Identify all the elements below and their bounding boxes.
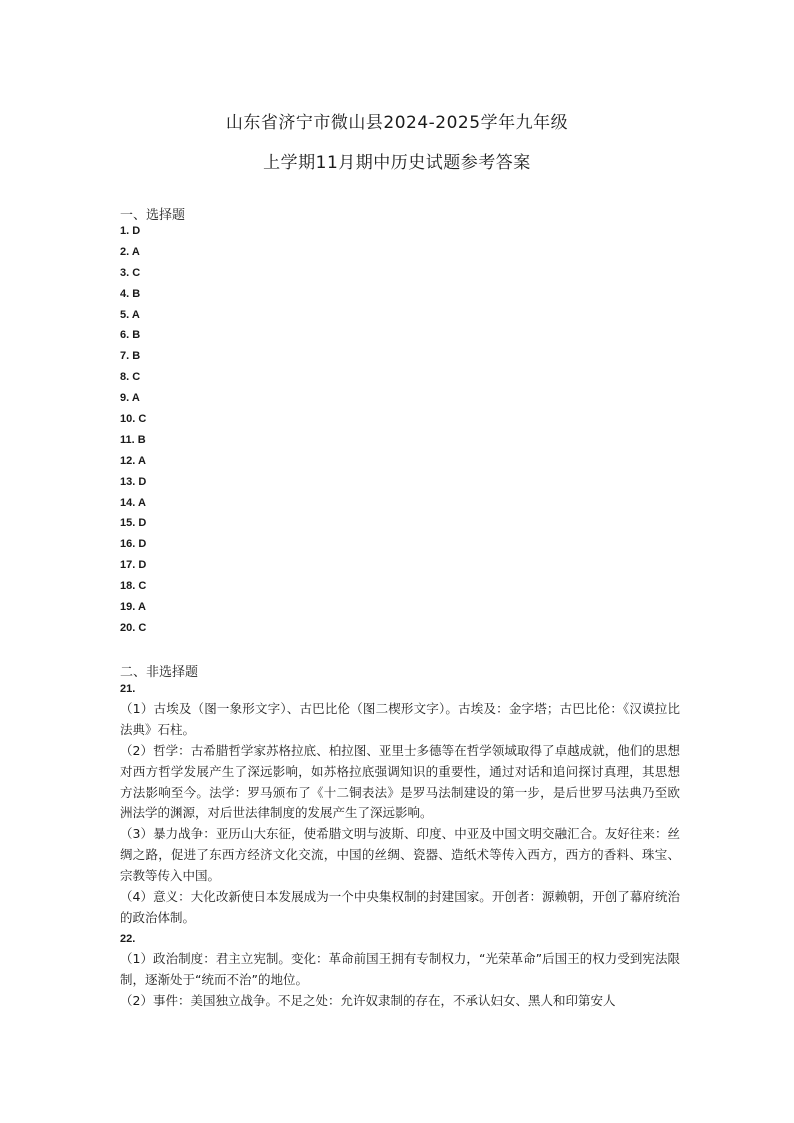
answer-item: 1. D (120, 225, 141, 237)
question-21-answer-part1: （1）古埃及（图一象形文字）、古巴比伦（图二楔形文字）。古埃及：金字塔；古巴比伦：《汉谟拉比法典》石柱。 (120, 701, 680, 737)
answer-item: 4. B (120, 287, 141, 300)
answer-item: 5. A (120, 308, 140, 321)
answer-item: 2. A (120, 245, 140, 258)
document-title-line1: 山东省济宁市微山县2024-2025学年九年级 (225, 113, 569, 133)
document-title-line2: 上学期11月期中历史试题参考答案 (263, 153, 531, 173)
question-21-answer-part2: （2）哲学：古希腊哲学家苏格拉底、柏拉图、亚里士多德等在哲学领域取得了卓越成就，他们的思想对西方哲学发展产生了深远影响，如苏格拉底强调知识的重要性，通过对话和追问探讨真理，其思想方法影响至今。法学：罗马颁布了《十二铜表法》是罗马法制建设的第一步，是后世罗马法典乃至欧洲法学的渊源，对后世法律制度的发展产生了深远影响。 (120, 743, 680, 821)
answer-item: 8. C (120, 371, 141, 384)
answer-item: 12. A (120, 454, 146, 467)
question-22-number: 22. (120, 933, 136, 945)
answer-item: 17. D (120, 559, 147, 572)
answer-item: 6. B (120, 329, 141, 342)
multiple-choice-answer-list (120, 224, 146, 642)
answer-item: 9. A (120, 392, 140, 405)
section-heading-multiple-choice: 一、选择题 (120, 208, 186, 223)
answer-item: 20. C (120, 621, 147, 634)
answer-item: 13. D (120, 475, 147, 488)
answer-item: 10. C (120, 413, 147, 426)
answer-item: 16. D (120, 538, 147, 551)
answer-item: 14. A (120, 496, 146, 509)
question-22-answer-part2: （2）事件：美国独立战争。不足之处：允许奴隶制的存在，不承认妇女、黑人和印第安人 (120, 993, 616, 1008)
answer-item: 3. C (120, 266, 141, 279)
answer-item: 7. B (120, 350, 141, 363)
question-21-answer-part4: （4）意义：大化改新使日本发展成为一个中央集权制的封建国家。开创者：源赖朝，开创了幕府统治的政治体制。 (120, 889, 680, 925)
question-21-number: 21. (120, 683, 136, 695)
answer-item: 15. D (120, 517, 147, 530)
question-22-answer-part1: （1）政治制度：君主立宪制。变化：革命前国王拥有专制权力，“光荣革命”后国王的权力受到宪法限制，逐渐处于“统而不治”的地位。 (120, 951, 680, 987)
answer-item: 11. B (120, 433, 146, 446)
answer-item: 18. C (120, 580, 147, 593)
section-heading-non-choice: 二、非选择题 (120, 665, 199, 680)
question-21-answer-part3: （3）暴力战争：亚历山大东征，使希腊文明与波斯、印度、中亚及中国文明交融汇合。友好往来：丝绸之路，促进了东西方经济文化交流，中国的丝绸、瓷器、造纸术等传入西方，西方的香料、珠宝、宗教等传入中国。 (120, 826, 680, 883)
answer-item: 19. A (120, 601, 146, 614)
